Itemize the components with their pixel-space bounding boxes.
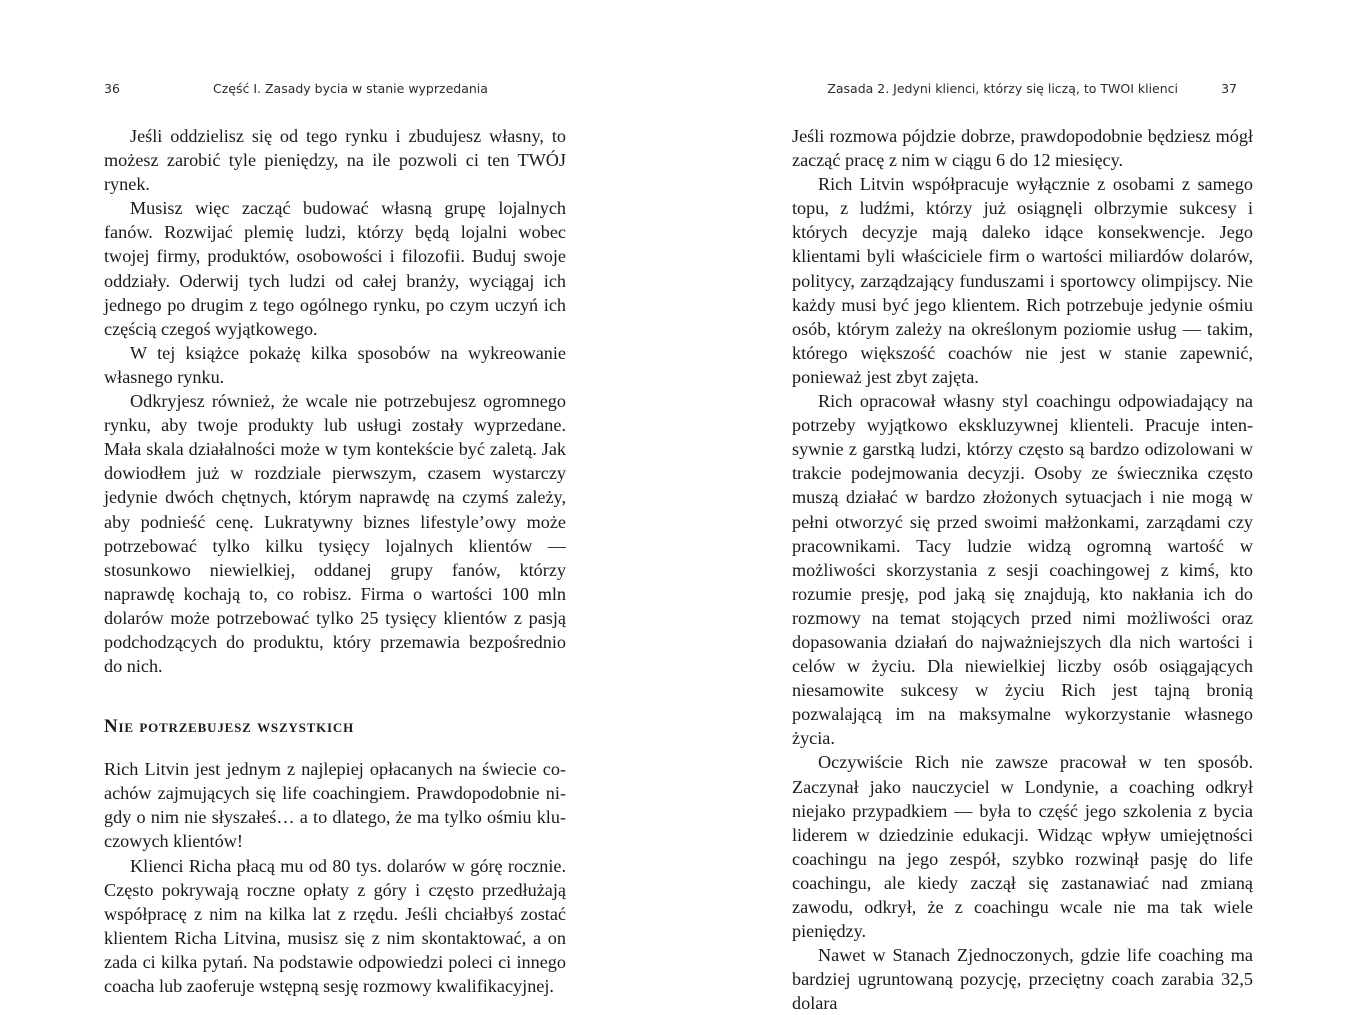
paragraph: Jeśli rozmowa pójdzie dobrze, prawdopodobnie będziesz mógł zacząć pracę z nim w ciągu 6 do 12 miesięcy. [792,126,1253,171]
paragraph: Klienci Richa płacą mu od 80 tys. dolarów w górę rocznie. Często pokrywają roczne opłaty z góry i często przedłużają współpracę z nim na kilka lat z rzędu. Jeśli chciałbyś zostać klientem Richa Litvina, musisz się z nim skontaktować, a on zada ci kilka pytań. Na podstawie odpowiedzi poleci ci innego coacha lub zaoferuje wstępną sesję rozmowy kwalifikacyjnej. [104,855,566,996]
paragraph: Rich Litvin jest jednym z najlepiej opłacanych na świecie coachów zajmujących się life coachingiem. Prawdopodobnie nigdy o nim nie słyszałeś… a to dlatego, że ma tylko ośmiu kluczowych klientów! [104,759,566,852]
paragraph: W tej książce pokażę kilka sposobów na wykreowanie własnego rynku. [104,342,566,387]
right-text-block [792,124,1253,1015]
paragraph: Musisz więc zacząć budować własną grupę lojalnych fanów. Rozwijać plemię ludzi, którzy będą lojalni wobec twojej firmy, produktów, osobowości i filozofii. Buduj swoje oddziały. Oderwij tych ludzi od całej branży, wyciągaj ich jednego po drugim z tego ogólnego rynku, po czym uczyń ich częścią czegoś wyjątkowego. [104,198,566,339]
right-page [678,0,1356,1014]
left-page [0,0,678,1003]
paragraph: Odkryjesz również, że wcale nie potrzebujesz ogromnego rynku, aby twoje produkty lub usługi zostały wyprzedane. Mała skala działalności może w tym kontekście być zaletą. Jak dowiodłem już w rozdziale pierwszym, czasem wystarczy jedynie dwóch chętnych, którym naprawdę na czymś zależy, aby podnieść cenę. Lukratywny biznes lifestyle’owy może potrzebować tylko kilku tysięcy lojalnych klientów — stosunkowo niewielkiej, oddanej grupy fanów, którzy naprawdę kochają to, co robisz. Firma o wartości 100 mln dolarów może potrzebować tylko 25 tysięcy klientów z pasją podchodzących do produktu, który przemawia bezpośrednio do nich. [104,391,566,677]
paragraph: Nawet w Stanach Zjednoczonych, gdzie life coaching ma bardziej ugruntowaną pozycję, przeciętny coach zarabia 32,5 dolara [792,945,1253,1014]
page-number: 36 [104,81,120,96]
page-number: 37 [1221,81,1237,96]
paragraph: Rich opracował własny styl coachingu odpowiadający na potrzeby wyjątkowo ekskluzywnej klienteli. Pracuje intensywnie z garstką ludzi, którzy często są bardzo odizolowani w trakcie podejmowania decyzji. Osoby ze świecznika często muszą działać w bardzo złożonych sytuacjach i nie mogą w pełni otworzyć się przed swoimi małżonkami, zarządami czy pracownikami. Tacy ludzie widzą ogromną wartość w możliwości skorzystania z sesji coachingowej z kimś, kto rozumie presję, pod jaką się znajdują, kto nakłania ich do rozmowy na temat stojących przed nimi możliwości oraz dopasowania działań do najważniejszych dla nich wartości i celów w życiu. Dla niewielkiej liczby osób osiągających niesamowite sukcesy w życiu Rich jest tajną bronią pozwalającą im na maksymalne wykorzystanie własnego życia. [792,391,1253,749]
section-heading: Nie potrzebujesz wszystkich [104,716,354,738]
running-head: Część I. Zasady bycia w stanie wyprzedania [213,81,488,96]
running-head: Zasada 2. Jedyni klienci, którzy się liczą, to TWOI klienci [827,81,1178,96]
paragraph: Oczywiście Rich nie zawsze pracował w ten sposób. Zaczynał jako nauczyciel w Londynie, a coaching odkrył niejako przypadkiem — była to część jego szkolenia z bycia liderem w dziedzinie edukacji. Widząc wpływ umiejętności coachingu na jego zespół, szybko rozwinął pasję do life coachingu, ale kiedy zaczął się zastanawiać nad zmianą zawodu, odkrył, że z coachingu wcale nie ma tak wiele pieniędzy. [792,752,1253,942]
paragraph: Rich Litvin współpracuje wyłącznie z osobami z samego topu, z ludźmi, którzy już osiągnęli olbrzymie sukcesy i których decyzje mają daleko idące konsekwencje. Jego klientami byli właściciele firm o wartości miliardów dolarów, politycy, zarządzający funduszami i sportowcy olimpijscy. Nie każdy musi być jego klientem. Rich potrzebuje jedynie ośmiu osób, którym zależy na określonym poziomie usług — takim, którego większość coachów nie jest w stanie zapewnić, ponieważ jest zbyt zajęta. [792,174,1253,387]
left-text-block [104,124,566,998]
paragraph: Jeśli oddzielisz się od tego rynku i zbudujesz własny, to możesz zarobić tyle pieniędzy, na ile pozwoli ci ten TWÓJ rynek. [104,126,566,195]
